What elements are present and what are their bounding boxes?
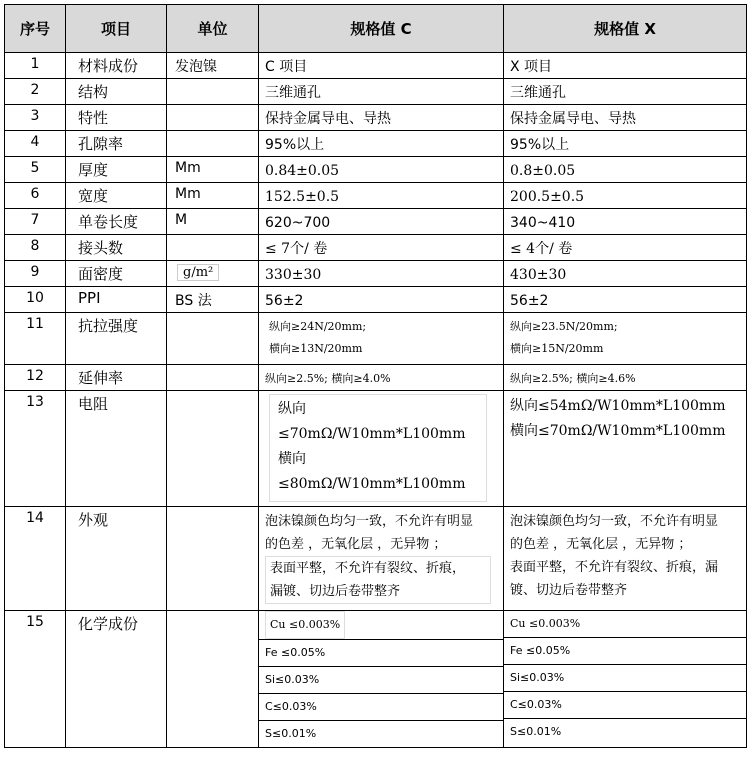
row-no: 6 xyxy=(5,183,66,209)
row-no: 14 xyxy=(5,507,66,611)
row-spec-c xyxy=(259,611,504,748)
row-no: 2 xyxy=(5,79,66,105)
table-row xyxy=(5,53,747,79)
chem-item: Si≤0.03% xyxy=(259,666,503,693)
table-row xyxy=(5,235,747,261)
spec-x-line: 横向≤70mΩ/W10mm*L100mm xyxy=(510,423,726,439)
spec-x-line: 表面平整，不允许有裂纹、折痕，漏 xyxy=(510,560,719,575)
spec-c-line: 漏镀、切边后卷带整齐 xyxy=(270,584,401,599)
row-spec-x: 340~410 xyxy=(504,209,747,235)
row-item: PPI xyxy=(66,287,167,313)
row-spec-c: 620~700 xyxy=(259,209,504,235)
row-item: 外观 xyxy=(66,507,167,611)
table-row xyxy=(5,287,747,313)
row-spec-x: 95%以上 xyxy=(504,131,747,157)
row-spec-c: 三维通孔 xyxy=(259,79,504,105)
row-no: 3 xyxy=(5,105,66,131)
row-spec-c: ≤ 7个/ 卷 xyxy=(259,235,504,261)
row-spec-x xyxy=(504,507,747,611)
spec-c-line: 的色差 ，无氧化层 ，无异物 ； xyxy=(265,537,447,552)
row-spec-c: C 项目 xyxy=(259,53,504,79)
chem-value: Cu ≤0.003% xyxy=(265,611,345,639)
row-unit: Mm xyxy=(167,183,259,209)
row-unit xyxy=(167,391,259,507)
row-no: 12 xyxy=(5,365,66,391)
chem-item: Fe ≤0.05% xyxy=(504,637,746,664)
row-item: 抗拉强度 xyxy=(66,313,167,365)
row-unit xyxy=(167,105,259,131)
row-item: 厚度 xyxy=(66,157,167,183)
row-item: 接头数 xyxy=(66,235,167,261)
spec-x-line: 镀、切边后卷带整齐 xyxy=(510,583,628,598)
row-spec-x: 430±30 xyxy=(504,261,747,287)
table-row xyxy=(5,79,747,105)
header-item: 项目 xyxy=(66,5,167,53)
row-spec-c xyxy=(259,391,504,507)
row-item: 单卷长度 xyxy=(66,209,167,235)
table-row xyxy=(5,131,747,157)
row-spec-x: 保持金属导电、导热 xyxy=(504,105,747,131)
row-item: 孔隙率 xyxy=(66,131,167,157)
row-no: 4 xyxy=(5,131,66,157)
row-no: 7 xyxy=(5,209,66,235)
row-spec-c: 152.5±0.5 xyxy=(259,183,504,209)
row-spec-x: 56±2 xyxy=(504,287,747,313)
row-no: 15 xyxy=(5,611,66,748)
row-unit xyxy=(167,507,259,611)
row-item: 面密度 xyxy=(66,261,167,287)
unit-value: g/m² xyxy=(177,264,219,281)
row-spec-x: X 项目 xyxy=(504,53,747,79)
spec-c-line: 泡沫镍颜色均匀一致，不允许有明显 xyxy=(265,514,474,529)
row-spec-x xyxy=(504,611,747,748)
spec-x-line: 泡沫镍颜色均匀一致，不允许有明显 xyxy=(510,514,719,529)
chem-item: C≤0.03% xyxy=(504,691,746,718)
row-unit: M xyxy=(167,209,259,235)
header-unit: 单位 xyxy=(167,5,259,53)
table-row xyxy=(5,365,747,391)
row-item: 电阻 xyxy=(66,391,167,507)
table-row xyxy=(5,157,747,183)
row-spec-c xyxy=(259,507,504,611)
row-unit xyxy=(167,235,259,261)
row-unit: BS 法 xyxy=(167,287,259,313)
appearance-c-block xyxy=(265,556,491,604)
row-item: 材料成份 xyxy=(66,53,167,79)
spec-c-line: 纵向 xyxy=(278,401,306,417)
row-spec-c: 纵向≥2.5%; 横向≥4.0% xyxy=(259,365,504,391)
header-row xyxy=(5,5,747,53)
row-spec-c xyxy=(259,313,504,365)
table-row xyxy=(5,391,747,507)
table-row xyxy=(5,611,747,748)
row-item: 延伸率 xyxy=(66,365,167,391)
row-spec-c: 95%以上 xyxy=(259,131,504,157)
spec-c-line: ≤80mΩ/W10mm*L100mm xyxy=(278,476,466,492)
spec-c-line: 横向 xyxy=(278,451,306,467)
row-spec-x xyxy=(504,391,747,507)
row-no: 8 xyxy=(5,235,66,261)
row-item: 结构 xyxy=(66,79,167,105)
row-no: 10 xyxy=(5,287,66,313)
row-spec-c: 56±2 xyxy=(259,287,504,313)
spec-c-line: 横向≥13N/20mm xyxy=(269,342,363,355)
table-row xyxy=(5,105,747,131)
row-unit xyxy=(167,313,259,365)
header-spec-x: 规格值 X xyxy=(504,5,747,53)
table-row xyxy=(5,507,747,611)
spec-x-line: 的色差 ，无氧化层 ，无异物 ； xyxy=(510,537,692,552)
chem-item: S≤0.01% xyxy=(259,720,503,747)
row-unit xyxy=(167,611,259,748)
row-spec-x xyxy=(504,313,747,365)
chem-item: Fe ≤0.05% xyxy=(259,639,503,666)
spec-c-line: 表面平整，不允许有裂纹、折痕， xyxy=(270,561,466,576)
row-item: 宽度 xyxy=(66,183,167,209)
row-unit xyxy=(167,131,259,157)
row-no: 9 xyxy=(5,261,66,287)
chem-item: C≤0.03% xyxy=(259,693,503,720)
table-row xyxy=(5,183,747,209)
row-unit: Mm xyxy=(167,157,259,183)
row-spec-x: ≤ 4个/ 卷 xyxy=(504,235,747,261)
header-no: 序号 xyxy=(5,5,66,53)
chem-item xyxy=(259,611,503,639)
chem-item: Si≤0.03% xyxy=(504,664,746,691)
row-no: 1 xyxy=(5,53,66,79)
table-row xyxy=(5,209,747,235)
resistance-c-block xyxy=(269,394,487,502)
row-spec-x: 纵向≥2.5%; 横向≥4.6% xyxy=(504,365,747,391)
row-spec-c: 330±30 xyxy=(259,261,504,287)
spec-c-line: ≤70mΩ/W10mm*L100mm xyxy=(278,426,466,442)
row-spec-x: 三维通孔 xyxy=(504,79,747,105)
spec-x-line: 纵向≥23.5N/20mm; xyxy=(510,320,618,333)
row-spec-c: 0.84±0.05 xyxy=(259,157,504,183)
row-spec-c: 保持金属导电、导热 xyxy=(259,105,504,131)
spec-x-line: 横向≥15N/20mm xyxy=(510,342,604,355)
row-unit: 发泡镍 xyxy=(167,53,259,79)
row-item: 特性 xyxy=(66,105,167,131)
spec-table xyxy=(4,4,747,748)
chem-item: Cu ≤0.003% xyxy=(510,617,581,630)
row-unit xyxy=(167,365,259,391)
table-row xyxy=(5,261,747,287)
row-item: 化学成份 xyxy=(66,611,167,748)
spec-c-line: 纵向≥24N/20mm; xyxy=(269,320,367,333)
chem-item: S≤0.01% xyxy=(504,718,746,745)
row-spec-x: 200.5±0.5 xyxy=(504,183,747,209)
row-spec-x: 0.8±0.05 xyxy=(504,157,747,183)
row-no: 5 xyxy=(5,157,66,183)
row-no: 13 xyxy=(5,391,66,507)
row-unit xyxy=(167,79,259,105)
spec-x-line: 纵向≤54mΩ/W10mm*L100mm xyxy=(510,398,726,414)
row-no: 11 xyxy=(5,313,66,365)
table-row xyxy=(5,313,747,365)
row-unit xyxy=(167,261,259,287)
header-spec-c: 规格值 C xyxy=(259,5,504,53)
